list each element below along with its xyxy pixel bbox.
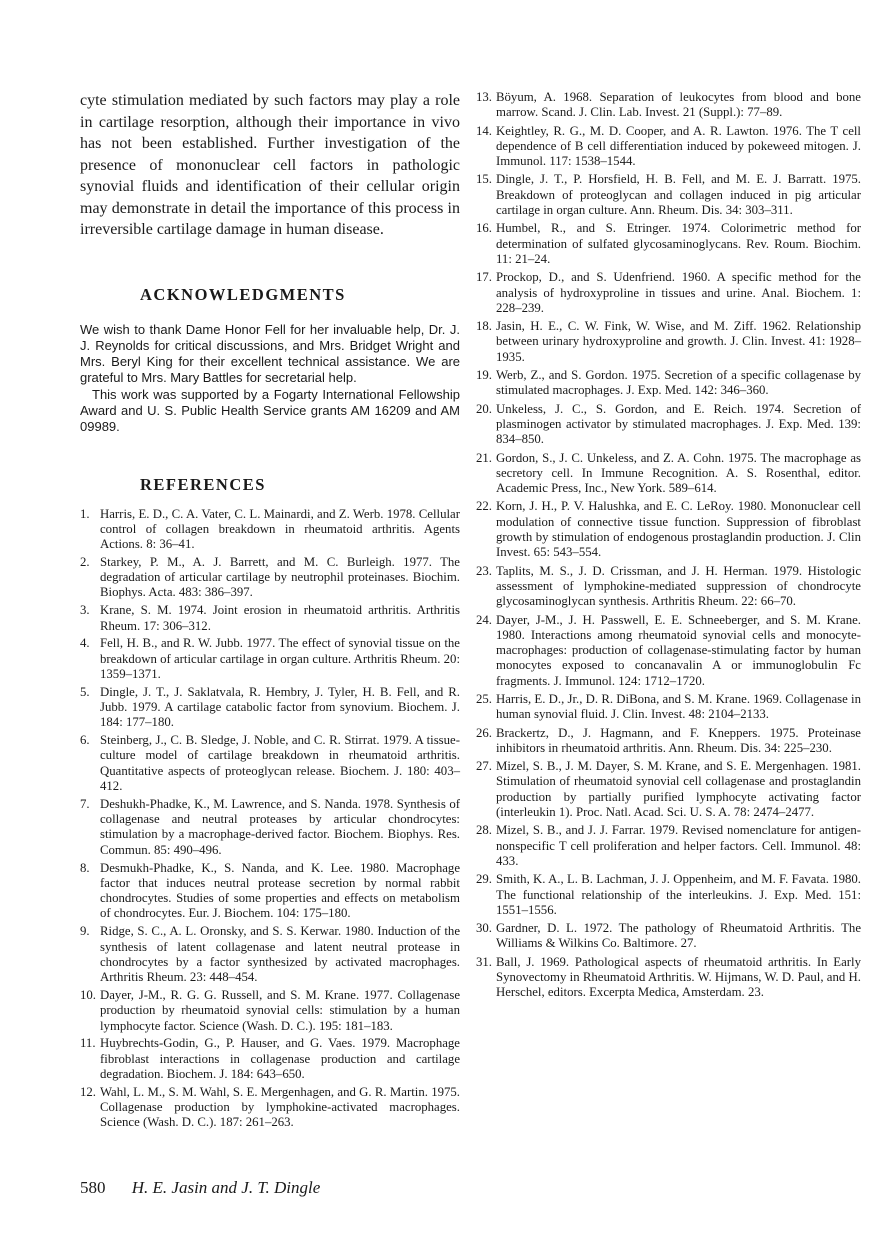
reference-number: 6. (80, 733, 90, 748)
reference-text: Ball, J. 1969. Pathological aspects of rheumatoid arthritis. In Early Synovectomy in Rheumatoid Arthritis. W. Hijmans, W. D. Paul, and H. Herschel, editors. Excerpta Medica, Amsterdam. 23. (496, 954, 861, 1000)
reference-number: 18. (476, 319, 492, 334)
reference-text: Fell, H. B., and R. W. Jubb. 1977. The effect of synovial tissue on the breakdown of articular cartilage in organ culture. Arthritis Rheum. 20: 1359–1371. (100, 636, 460, 681)
reference-text: Starkey, P. M., A. J. Barrett, and M. C. Burleigh. 1977. The degradation of articular cartilage by neutrophil proteinases. Biochim. Biophys. Acta. 483: 386–397. (100, 554, 460, 600)
reference-text: Prockop, D., and S. Udenfriend. 1960. A specific method for the analysis of hydroxyproline in tissues and urine. Anal. Biochem. 1: 228–239. (496, 270, 861, 315)
reference-text: Böyum, A. 1968. Separation of leukocytes from blood and bone marrow. Scand. J. Clin. Lab. Invest. 21 (Suppl.): 77–89. (496, 90, 861, 120)
reference-text: Smith, K. A., L. B. Lachman, J. J. Oppenheim, and M. F. Favata. 1980. The functional relationship of the interleukins. J. Exp. Med. 151: 1551–1556. (496, 872, 861, 917)
reference-number: 5. (80, 684, 90, 699)
acknowledgments-paragraph: We wish to thank Dame Honor Fell for her invaluable help, Dr. J. J. Reynolds for critical discussions, and Mrs. Bridget Wright and Mrs. Beryl King for their excellent technical assistance. We are grateful to Mrs. Mary Battles for secretarial help. (80, 321, 460, 385)
reference-text: Mizel, S. B., and J. J. Farrar. 1979. Revised nomenclature for antigen-nonspecific T cell proliferation and helper factors. Cell. Immunol. 48: 433. (496, 823, 861, 868)
reference-text: Keightley, R. G., M. D. Cooper, and A. R. Lawton. 1976. The T cell dependence of B cell differentiation induced by pokeweed mitogen. J. Immunol. 117: 1538–1544. (496, 123, 861, 169)
reference-item (80, 1036, 460, 1082)
reference-number: 4. (80, 636, 90, 651)
reference-number: 24. (476, 612, 492, 627)
reference-item (476, 172, 861, 218)
reference-item (80, 861, 460, 922)
reference-text: Steinberg, J., C. B. Sledge, J. Noble, and C. R. Stirrat. 1979. A tissue-culture model of cartilage breakdown in rheumatoid arthritis. Quantitative aspects of proteoglycan release. Biochem. J. 180: 403–412. (100, 733, 460, 794)
reference-item (476, 90, 861, 121)
left-column (80, 90, 460, 1133)
reference-text: Krane, S. M. 1974. Joint erosion in rheumatoid arthritis. Arthritis Rheum. 17: 306–312. (100, 603, 460, 633)
reference-item (476, 499, 861, 560)
acknowledgments-heading: ACKNOWLEDGMENTS (140, 284, 346, 304)
page-footer (80, 1178, 320, 1198)
reference-number: 15. (476, 172, 492, 187)
reference-item (80, 988, 460, 1034)
reference-number: 28. (476, 823, 492, 838)
reference-number: 20. (476, 401, 492, 416)
reference-item (476, 124, 861, 170)
reference-text: Taplits, M. S., J. D. Crissman, and J. H. Herman. 1979. Histologic assessment of lymphokine-mediated suppression of chondrocyte glycosaminoglycan synthesis. Arthritis Rheum. 22: 66–70. (496, 563, 861, 609)
running-authors: H. E. Jasin and J. T. Dingle (131, 1178, 321, 1197)
reference-number: 25. (476, 691, 492, 706)
reference-text: Dayer, J-M., R. G. G. Russell, and S. M. Krane. 1977. Collagenase production by rheumatoid synovial cells: stimulation by a human lymphocyte factor. Science (Wash. D. C.). 195: 181–183. (100, 987, 460, 1033)
reference-text: Huybrechts-Godin, G., P. Hauser, and G. Vaes. 1979. Macrophage fibroblast interactions in collagenase production and cartilage degradation. Biochem. J. 184: 643–650. (100, 1036, 460, 1081)
reference-text: Humbel, R., and S. Etringer. 1974. Colorimetric method for determination of sulfated glycosaminoglycans. Rev. Roum. Biochim. 11: 21–24. (496, 221, 861, 266)
reference-number: 2. (80, 554, 90, 569)
reference-item (476, 692, 861, 723)
reference-text: Mizel, S. B., J. M. Dayer, S. M. Krane, and S. E. Mergenhagen. 1981. Stimulation of rheumatoid synovial cell collagenase and prostaglandin production by partially purified lymphocyte activating factor (interleukin 1). Proc. Natl. Acad. Sci. U. S. A. 78: 2474–2477. (496, 759, 861, 820)
reference-text: Harris, E. D., C. A. Vater, C. L. Mainardi, and Z. Werb. 1978. Cellular control of collagen breakdown in rheumatoid arthritis. Agents Actions. 8: 36–41. (100, 506, 460, 552)
reference-item (476, 921, 861, 952)
reference-text: Brackertz, D., J. Hagmann, and F. Kneppers. 1975. Proteinase inhibitors in rheumatoid arthritis. Ann. Rheum. Dis. 34: 225–230. (496, 725, 861, 755)
reference-number: 23. (476, 563, 492, 578)
reference-number: 12. (80, 1084, 96, 1099)
reference-number: 31. (476, 954, 492, 969)
reference-item (80, 924, 460, 985)
reference-number: 3. (80, 603, 90, 618)
reference-text: Jasin, H. E., C. W. Fink, W. Wise, and M. Ziff. 1962. Relationship between urinary hydroxyproline and growth. J. Clin. Invest. 41: 1928–1935. (496, 319, 861, 364)
reference-number: 17. (476, 270, 492, 285)
reference-text: Unkeless, J. C., S. Gordon, and E. Reich. 1974. Secretion of plasminogen activator by stimulated macrophages. J. Exp. Med. 139: 834–850. (496, 401, 861, 447)
page-number: 580 (80, 1178, 106, 1197)
reference-item (476, 221, 861, 267)
reference-text: Harris, E. D., Jr., D. R. DiBona, and S. M. Krane. 1969. Collagenase in human synovial fluid. J. Clin. Invest. 48: 2104–2133. (496, 691, 861, 722)
reference-text: Dingle, J. T., P. Horsfield, H. B. Fell, and M. E. J. Barratt. 1975. Breakdown of proteoglycan and collagen induced in pig articular cartilage in organ culture. Ann. Rheum. Dis. 34: 303–311. (496, 172, 861, 218)
reference-item (80, 733, 460, 794)
reference-item (476, 872, 861, 918)
reference-item (476, 613, 861, 689)
reference-text: Dayer, J-M., J. H. Passwell, E. E. Schneeberger, and S. M. Krane. 1980. Interactions among rheumatoid synovial cells and monocyte-macrophages: production of collagenase-stimulating factor by human monocytes exposed to concanavalin A or immunoglobulin Fc fragments. J. Immunol. 124: 1712–1720. (496, 612, 861, 688)
reference-item (476, 402, 861, 448)
reference-item (80, 797, 460, 858)
reference-number: 27. (476, 759, 492, 774)
reference-number: 26. (476, 725, 492, 740)
reference-number: 16. (476, 221, 492, 236)
reference-item (476, 823, 861, 869)
reference-text: Dingle, J. T., J. Saklatvala, R. Hembry, J. Tyler, H. B. Fell, and R. Jubb. 1979. A cartilage catabolic factor from synovium. Biochem. J. 184: 177–180. (100, 684, 460, 730)
reference-text: Korn, J. H., P. V. Halushka, and E. C. LeRoy. 1980. Mononuclear cell modulation of connective tissue function. Suppression of fibroblast growth by stimulation of endogenous prostaglandin production. J. Clin Invest. 65: 543–554. (496, 499, 861, 560)
reference-text: Deshukh-Phadke, K., M. Lawrence, and S. Nanda. 1978. Synthesis of collagenase and neutral proteases by articular chondrocytes: stimulation by a macrophage-derived factor. Biochem. Biophys. Res. Commun. 85: 490–496. (100, 796, 460, 857)
right-column (476, 90, 861, 1004)
reference-text: Desmukh-Phadke, K., S. Nanda, and K. Lee. 1980. Macrophage factor that induces neutral protease secretion by normal rabbit chondrocytes. Studies of some properties and effects on metabolism of chondrocytes. Eur. J. Biochem. 104: 175–180. (100, 860, 460, 921)
reference-item (476, 759, 861, 820)
reference-text: Gordon, S., J. C. Unkeless, and Z. A. Cohn. 1975. The macrophage as secretory cell. In Immune Recognition. A. S. Rosenthal, editor. Academic Press, Inc., New York. 589–614. (496, 450, 861, 496)
reference-item (80, 1085, 460, 1131)
funding-paragraph: This work was supported by a Fogarty International Fellowship Award and U. S. Public Health Service grants AM 16209 and AM 09989. (80, 386, 460, 434)
reference-item (80, 555, 460, 601)
reference-item (80, 636, 460, 682)
reference-item (476, 270, 861, 316)
reference-item (476, 368, 861, 399)
reference-number: 22. (476, 499, 492, 514)
reference-item (476, 955, 861, 1001)
reference-number: 10. (80, 987, 96, 1002)
reference-number: 13. (476, 90, 492, 104)
reference-text: Ridge, S. C., A. L. Oronsky, and S. S. Kerwar. 1980. Induction of the synthesis of latent collagenase and latent neutral protease in chondrocytes by a factor synthesized by activated macrophages. Arthritis Rheum. 23: 448–454. (100, 924, 460, 985)
reference-number: 9. (80, 924, 90, 939)
reference-number: 14. (476, 123, 492, 138)
reference-text: Wahl, L. M., S. M. Wahl, S. E. Mergenhagen, and G. R. Martin. 1975. Collagenase production by lymphokine-activated macrophages. Science (Wash. D. C.). 187: 261–263. (100, 1084, 460, 1130)
reference-item (476, 564, 861, 610)
reference-text: Werb, Z., and S. Gordon. 1975. Secretion of a specific collagenase by stimulated macrophages. J. Exp. Med. 142: 346–360. (496, 368, 861, 398)
reference-item (476, 451, 861, 497)
references-heading: REFERENCES (140, 474, 266, 494)
reference-text: Gardner, D. L. 1972. The pathology of Rheumatoid Arthritis. The Williams & Wilkins Co. Baltimore. 27. (496, 921, 861, 951)
reference-number: 7. (80, 796, 90, 811)
reference-item (80, 685, 460, 731)
reference-number: 8. (80, 860, 90, 875)
reference-list-left (80, 507, 460, 1131)
reference-number: 30. (476, 921, 492, 936)
reference-item (80, 507, 460, 553)
reference-number: 19. (476, 368, 492, 383)
closing-paragraph: cyte stimulation mediated by such factors may play a role in cartilage resorption, although their importance in vivo has not been established. Further investigation of the presence of mononuclear cell factors in pathologic synovial fluids and identification of their cellular origin may demonstrate in detail the importance of this process in irreversible cartilage damage in human disease. (80, 92, 460, 238)
reference-item (476, 726, 861, 757)
reference-number: 1. (80, 506, 90, 521)
reference-item (476, 319, 861, 365)
reference-number: 21. (476, 450, 492, 465)
reference-item (80, 603, 460, 634)
reference-number: 11. (80, 1036, 96, 1051)
reference-number: 29. (476, 872, 492, 887)
reference-list-right (476, 90, 861, 1001)
